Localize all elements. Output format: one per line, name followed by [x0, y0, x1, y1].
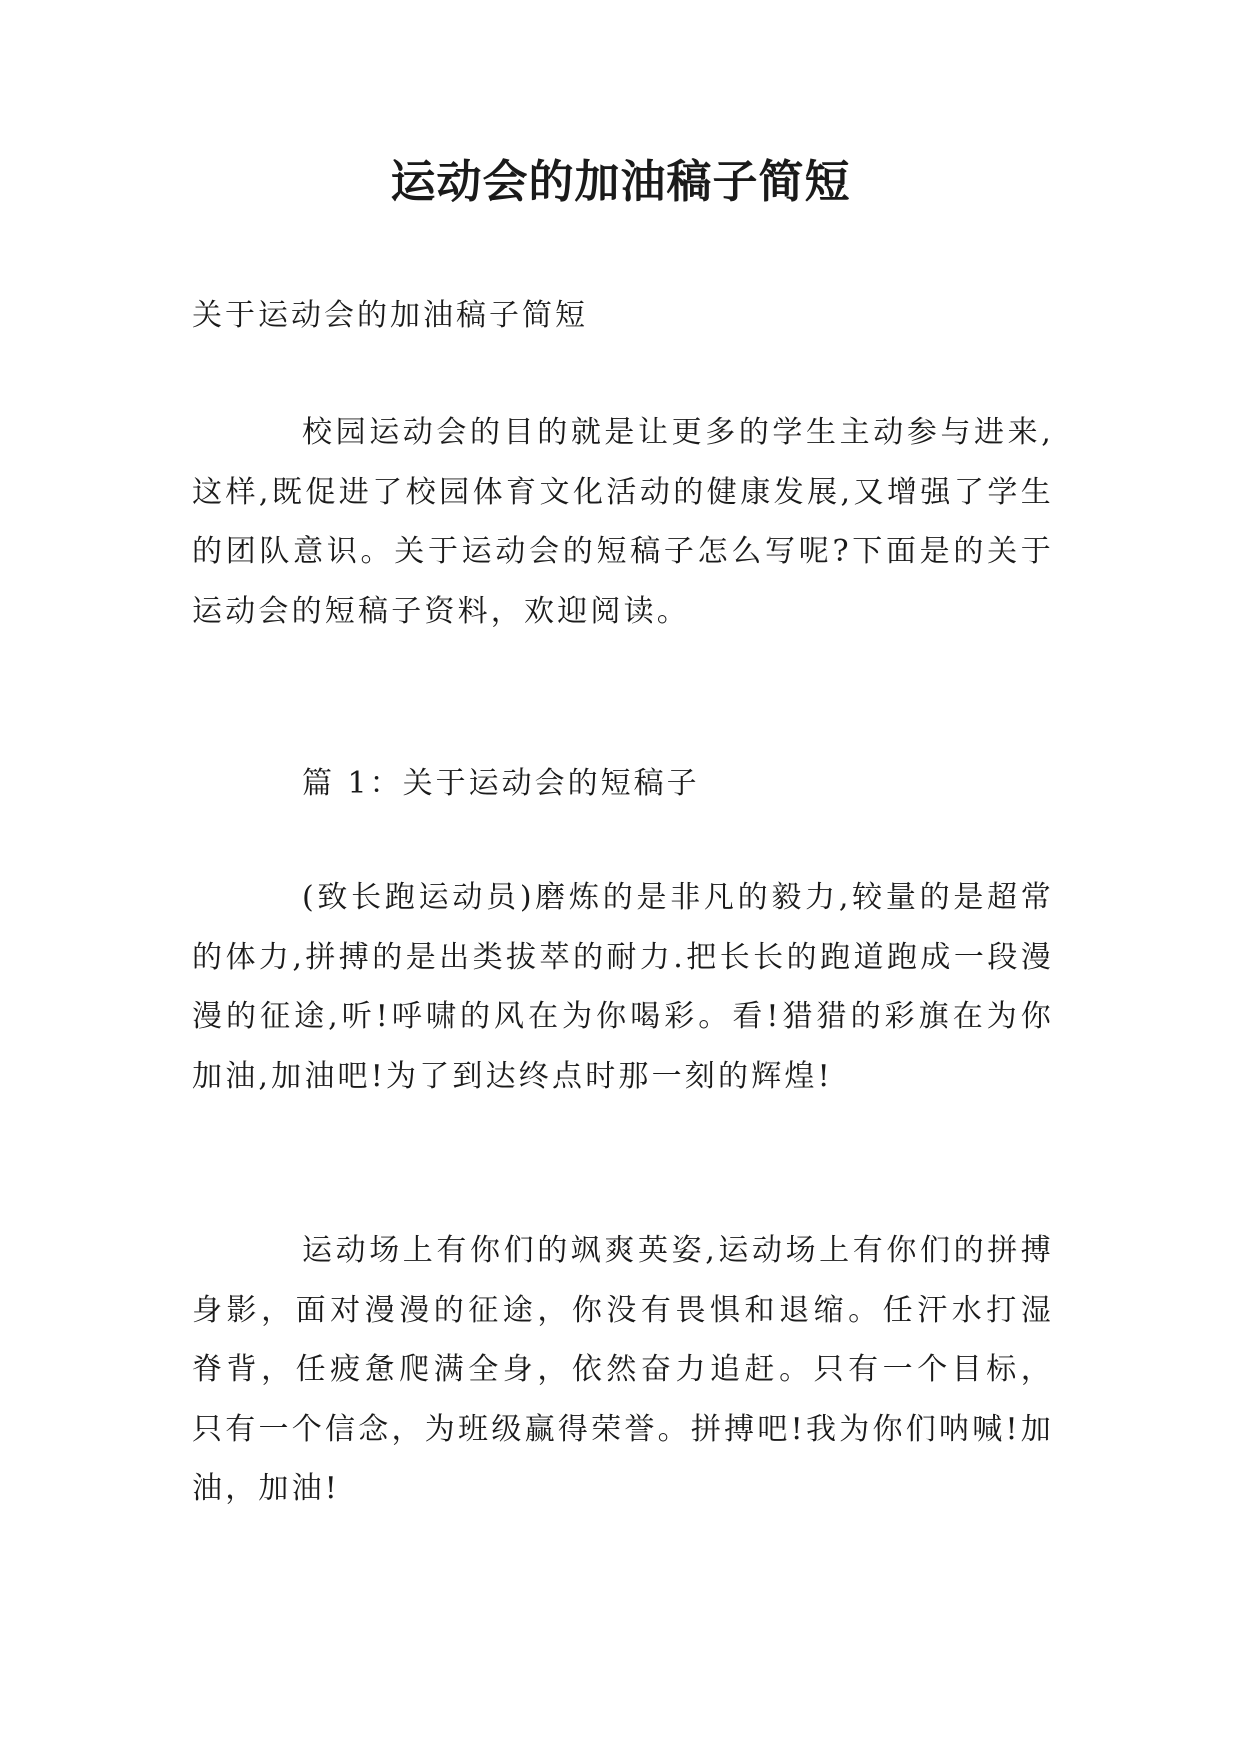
document-subtitle: 关于运动会的加油稿子简短: [192, 298, 588, 333]
body-paragraph-runner: (致长跑运动员)磨炼的是非凡的毅力,较量的是超常的体力,拼搏的是出类拔萃的耐力.把长长的跑道跑成一段漫漫的征途,听!呼啸的风在为你喝彩。看!猎猎的彩旗在为你加油,加油吧!为了到达终点时那一刻的辉煌!: [192, 880, 1054, 1094]
document-title: 运动会的加油稿子简短: [390, 155, 851, 208]
intro-paragraph: 校园运动会的目的就是让更多的学生主动参与进来,这样,既促进了校园体育文化活动的健康发展,又增强了学生的团队意识。关于运动会的短稿子怎么写呢?下面是的关于运动会的短稿子资料，欢迎阅读。: [192, 415, 1054, 629]
section-heading: 篇 1：关于运动会的短稿子: [302, 766, 700, 801]
body-paragraph-field: 运动场上有你们的飒爽英姿,运动场上有你们的拼搏身影，面对漫漫的征途，你没有畏惧和退缩。任汗水打湿脊背，任疲惫爬满全身，依然奋力追赶。只有一个目标，只有一个信念，为班级赢得荣誉。拼搏吧!我为你们呐喊!加油，加油!: [192, 1233, 1054, 1506]
